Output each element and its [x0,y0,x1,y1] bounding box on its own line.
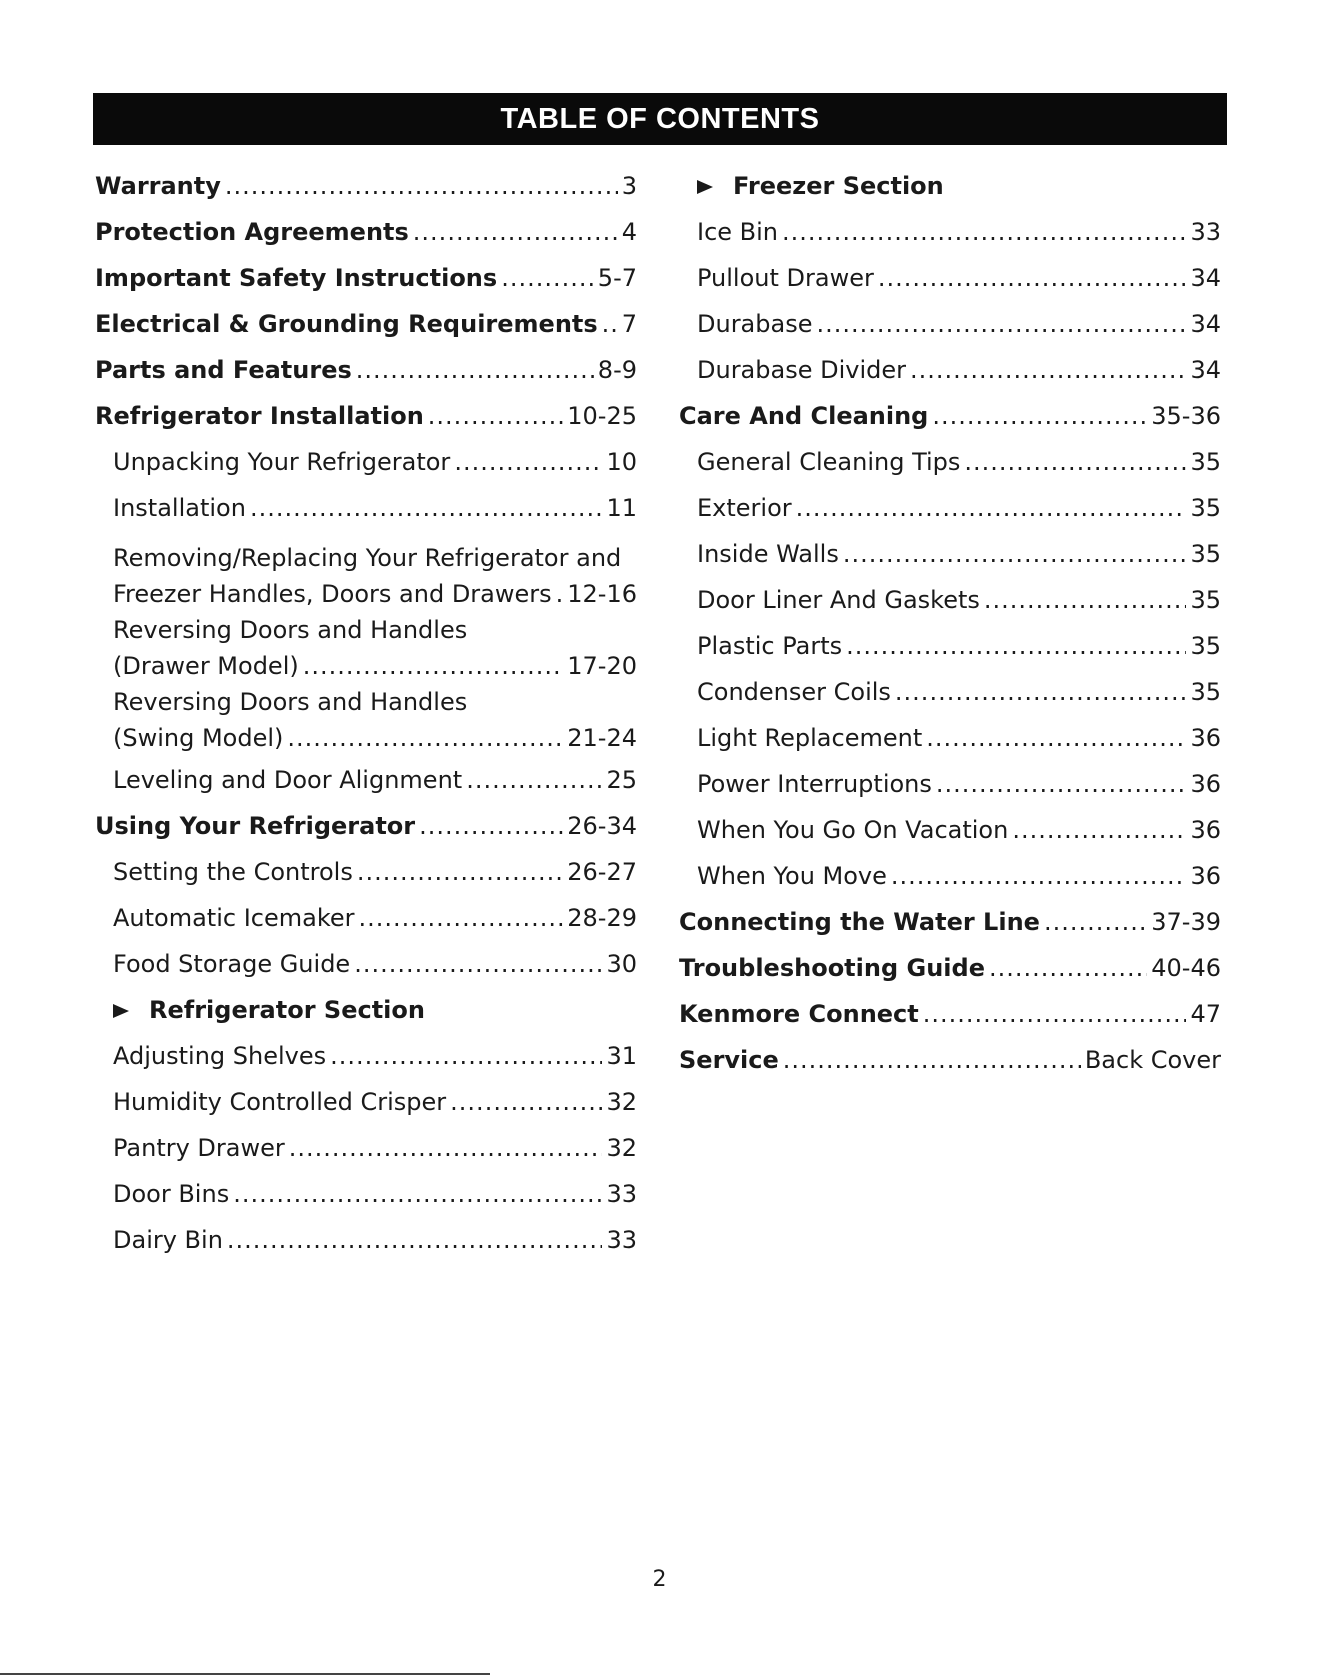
entry-label: Power Interruptions [697,770,932,798]
toc-entry-warranty[interactable] [95,172,637,218]
entry-page: 34 [1190,310,1221,338]
toc-entry-safety-instructions[interactable] [95,264,637,310]
entry-page: 11 [606,494,637,522]
toc-entry-reversing-drawer[interactable] [95,612,637,684]
entry-label: Important Safety Instructions [95,264,498,292]
entry-page: 35 [1190,678,1221,706]
entry-page: 35-36 [1151,402,1221,430]
entry-page: 30 [606,950,637,978]
entry-page: 40-46 [1151,954,1221,982]
toc-entry-removing-replacing[interactable] [95,540,637,612]
entry-label: Kenmore Connect [679,1000,919,1028]
entry-label: General Cleaning Tips [697,448,961,476]
entry-label: When You Go On Vacation [697,816,1009,844]
entry-page: 34 [1190,356,1221,384]
toc-entry-refrigerator-installation[interactable] [95,402,637,448]
entry-page: 10 [606,448,637,476]
section-heading: Freezer Section [733,172,944,200]
toc-entry-electrical[interactable] [95,310,637,356]
entry-page: 35 [1190,540,1221,568]
toc-entry-durabase[interactable] [679,310,1221,356]
toc-entry-exterior[interactable] [679,494,1221,540]
entry-page: 35 [1190,586,1221,614]
entry-label: Connecting the Water Line [679,908,1040,936]
entry-label: Inside Walls [697,540,839,568]
entry-page: 28-29 [567,904,637,932]
entry-page: 32 [606,1134,637,1162]
entry-label: Care And Cleaning [679,402,929,430]
footer-rule [0,1673,490,1675]
entry-page: 12-16 [567,580,637,608]
entry-page: 33 [1190,218,1221,246]
toc-entry-parts-features[interactable] [95,356,637,402]
entry-page: 33 [606,1180,637,1208]
toc-entry-condenser-coils[interactable] [679,678,1221,724]
toc-entry-inside-walls[interactable] [679,540,1221,586]
toc-entry-reversing-swing[interactable] [95,684,637,756]
toc-entry-durabase-divider[interactable] [679,356,1221,402]
entry-label: Door Liner And Gaskets [697,586,980,614]
toc-entry-unpacking[interactable] [95,448,637,494]
entry-page: 5-7 [597,264,637,292]
entry-label-line1: Reversing Doors and Handles [113,616,468,644]
entry-label-line2: Freezer Handles, Doors and Drawers [113,580,552,608]
entry-label: Pullout Drawer [697,264,874,292]
entry-label: Troubleshooting Guide [679,954,985,982]
toc-entry-icemaker[interactable] [95,904,637,950]
entry-label-line2: (Swing Model) [113,724,284,752]
entry-page: 32 [606,1088,637,1116]
page-title: TABLE OF CONTENTS [500,102,820,135]
entry-label: Dairy Bin [113,1226,223,1254]
entry-page: 10-25 [567,402,637,430]
entry-page: Back Cover [1084,1046,1221,1074]
right-pointer-icon [113,1004,129,1018]
entry-label: Condenser Coils [697,678,891,706]
entry-label: Ice Bin [697,218,779,246]
toc-left-column [95,172,637,1272]
entry-label: Automatic Icemaker [113,904,355,932]
entry-page: 36 [1190,724,1221,752]
toc-entry-setting-controls[interactable] [95,858,637,904]
toc-entry-cleaning-tips[interactable] [679,448,1221,494]
entry-page: 8-9 [597,356,637,384]
entry-page: 3 [621,172,637,200]
entry-page: 35 [1190,494,1221,522]
entry-label: Plastic Parts [697,632,843,660]
toc-right-column [679,172,1221,1092]
entry-label: Humidity Controlled Crisper [113,1088,447,1116]
toc-section-refrigerator [95,996,637,1042]
entry-page: 21-24 [567,724,637,752]
toc-entry-service[interactable] [679,1046,1221,1092]
entry-page: 36 [1190,862,1221,890]
toc-entry-protection-agreements[interactable] [95,218,637,264]
entry-label: Light Replacement [697,724,923,752]
toc-section-freezer [679,172,1221,218]
entry-label: When You Move [697,862,887,890]
entry-label: Durabase Divider [697,356,906,384]
entry-label: Using Your Refrigerator [95,812,416,840]
toc-entry-crisper[interactable] [95,1088,637,1134]
toc-entry-care-cleaning[interactable] [679,402,1221,448]
toc-entry-adjusting-shelves[interactable] [95,1042,637,1088]
entry-label: Food Storage Guide [113,950,351,978]
entry-label: Exterior [697,494,792,522]
entry-page: 26-27 [567,858,637,886]
entry-page: 17-20 [567,652,637,680]
entry-label-line1: Removing/Replacing Your Refrigerator and [113,544,622,572]
entry-page: 4 [621,218,637,246]
toc-entry-door-bins[interactable] [95,1180,637,1226]
entry-page: 7 [621,310,637,338]
entry-page: 33 [606,1226,637,1254]
entry-page: 31 [606,1042,637,1070]
entry-label: Setting the Controls [113,858,353,886]
toc-entry-using-refrigerator[interactable] [95,812,637,858]
entry-label: Warranty [95,172,221,200]
toc-entry-troubleshooting[interactable] [679,954,1221,1000]
entry-page: 35 [1190,448,1221,476]
entry-page: 36 [1190,770,1221,798]
section-heading: Refrigerator Section [149,996,425,1024]
toc-entry-dairy-bin[interactable] [95,1226,637,1272]
entry-label: Installation [113,494,246,522]
toc-entry-leveling[interactable] [95,766,637,812]
toc-entry-light-replacement[interactable] [679,724,1221,770]
entry-page: 26-34 [567,812,637,840]
toc-title-banner [93,93,1227,145]
entry-label: Protection Agreements [95,218,409,246]
toc-entry-kenmore-connect[interactable] [679,1000,1221,1046]
entry-page: 36 [1190,816,1221,844]
right-pointer-icon [697,180,713,194]
entry-label: Adjusting Shelves [113,1042,327,1070]
entry-label: Durabase [697,310,813,338]
entry-label: Electrical & Grounding Requirements [95,310,598,338]
toc-entry-food-storage[interactable] [95,950,637,996]
entry-label: Leveling and Door Alignment [113,766,463,794]
page-number: 2 [652,1567,667,1592]
entry-label-line2: (Drawer Model) [113,652,299,680]
toc-entry-door-liner[interactable] [679,586,1221,632]
entry-label: Refrigerator Installation [95,402,424,430]
entry-label: Door Bins [113,1180,230,1208]
entry-label-line1: Reversing Doors and Handles [113,688,468,716]
entry-page: 35 [1190,632,1221,660]
entry-label: Service [679,1046,779,1074]
toc-entry-ice-bin[interactable] [679,218,1221,264]
entry-page: 37-39 [1151,908,1221,936]
toc-entry-plastic-parts[interactable] [679,632,1221,678]
toc-entry-move[interactable] [679,862,1221,908]
toc-entry-power-interruptions[interactable] [679,770,1221,816]
toc-entry-water-line[interactable] [679,908,1221,954]
toc-entry-pullout-drawer[interactable] [679,264,1221,310]
entry-page: 47 [1190,1000,1221,1028]
toc-entry-installation[interactable] [95,494,637,540]
toc-entry-vacation[interactable] [679,816,1221,862]
entry-page: 34 [1190,264,1221,292]
entry-label: Parts and Features [95,356,352,384]
entry-label: Unpacking Your Refrigerator [113,448,451,476]
toc-entry-pantry-drawer[interactable] [95,1134,637,1180]
entry-label: Pantry Drawer [113,1134,285,1162]
entry-page: 25 [606,766,637,794]
